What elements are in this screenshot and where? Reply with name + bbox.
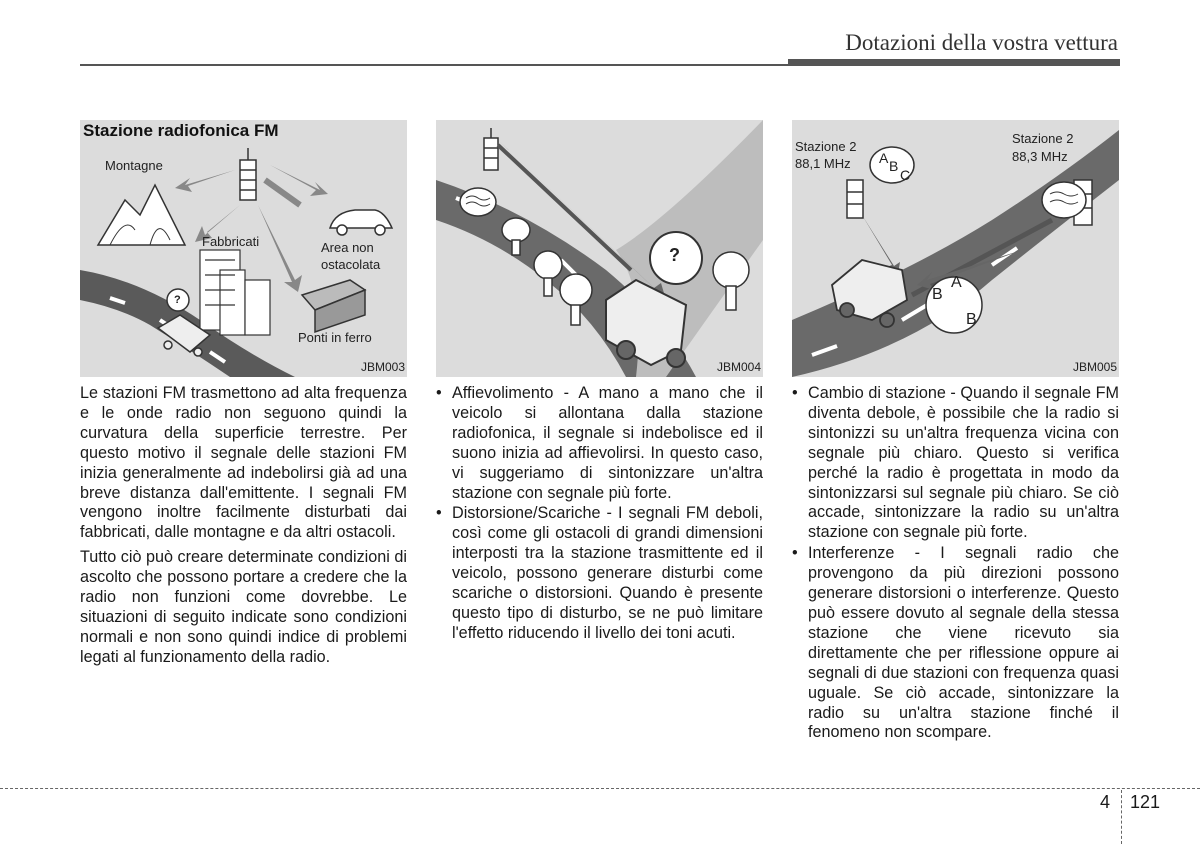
car-icon [330, 210, 392, 235]
label-ponti: Ponti in ferro [298, 330, 372, 345]
radio-tower-left-icon [847, 180, 863, 218]
figure-code: JBM003 [360, 360, 405, 374]
radio-tower-icon [484, 128, 498, 170]
letter-a: A [879, 150, 889, 166]
chapter-number: 4 [1100, 792, 1111, 812]
label-area-line2: ostacolata [321, 257, 381, 272]
label-station-left-line2: 88,1 MHz [795, 156, 851, 171]
header-rule-accent [788, 59, 1120, 66]
label-station-right-line1: Stazione 2 [1012, 131, 1074, 146]
iron-bridge-icon [302, 280, 365, 332]
bullet-list [792, 384, 1119, 743]
label-fabbricati: Fabbricati [202, 234, 260, 249]
figure-title: Stazione radiofonica FM [83, 121, 279, 140]
list-item [792, 384, 1119, 543]
footer-rule [0, 788, 1200, 789]
figure-fading [436, 120, 763, 377]
label-station-left-line1: Stazione 2 [795, 139, 857, 154]
bullet-list [436, 384, 763, 644]
figure-fm-station [80, 120, 407, 377]
radio-tower-icon [240, 148, 256, 200]
letter-b-mixed-2: B [966, 311, 977, 328]
list-item [436, 384, 763, 503]
bullet-icon: • [436, 384, 442, 402]
question-mark: ? [174, 294, 181, 306]
list-item-text: Distorsione/Scariche - I segnali FM deboli, così come gli ostacoli di grandi dimensioni interposti tra la stazione trasmittente ed il veicolo, possono generare disturbi come scariche o distorsioni. Quando è presente questo tipo di disturbo, se ne può limitare l'effetto riducendo il livello dei toni acuti. [452, 504, 763, 642]
list-item-text: Cambio di stazione - Quando il segnale FM diventa debole, è possibile che la radio si sintonizzi su un'altra frequenza vicina con segnale più chiaro. Questo si verifica perché la radio è progettata in modo da sintonizzarsi sul segnale più chiaro. Se ciò accade, sintonizzare la radio su un'altra stazione con segnale più forte. [808, 384, 1119, 542]
header-rule [80, 64, 790, 66]
page-header-title: Dotazioni della vostra vettura [845, 30, 1118, 55]
question-mark: ? [669, 245, 680, 265]
bullet-icon: • [792, 384, 798, 402]
label-area-line1: Area non [321, 240, 374, 255]
list-item-text: Interferenze - I segnali radio che provengono da più direzioni possono generare distorsioni o interferenze. Questo può essere dovuto al segnale della stessa stazione che viene ricevuto sia direttamente che per riflessione oppure ai segnali di due stazioni con frequenza quasi uguale. Se ciò accade, sintonizzare la radio su un'altra stazione finché il fenomeno non scompare. [808, 544, 1119, 742]
letter-a-mixed: A [951, 274, 962, 291]
list-item [436, 504, 763, 643]
list-item-text: Affievolimento - A mano a mano che il veicolo si allontana dalla stazione radiofonica, il segnale si indebolisce ed il suono inizia ad affievolirsi. In questo caso, vi suggeriamo di sintonizzare un'altra stazione con segnale più forte. [452, 384, 763, 502]
label-station-right-line2: 88,3 MHz [1012, 149, 1068, 164]
bullet-icon: • [436, 504, 442, 523]
list-item [792, 544, 1119, 743]
letter-b: B [889, 158, 899, 174]
text-column-3 [792, 384, 1119, 744]
figure-interference [792, 120, 1119, 377]
footer-divider [1121, 790, 1122, 844]
letter-c: C [900, 167, 911, 183]
text-column-1 [80, 384, 407, 673]
page-number: 121 [1130, 792, 1161, 812]
text-column-2 [436, 384, 763, 645]
fading-illustration [436, 120, 763, 377]
figure-code: JBM005 [1072, 360, 1117, 374]
letter-b-mixed: B [932, 286, 943, 303]
figure-code: JBM004 [716, 360, 761, 374]
paragraph: Le stazioni FM trasmettono ad alta frequenza e le onde radio non seguono quindi la curvatura della superficie terrestre. Per questo motivo il segnale delle stazioni FM inizia generalmente ad indebolirsi già ad una breve distanza dall'emittente. I segnali FM vengono inoltre facilmente disturbati dai fabbricati, dalle montagne e da altri ostacoli. [80, 384, 407, 542]
buildings-icon [200, 250, 270, 335]
label-montagne: Montagne [105, 158, 163, 173]
paragraph: Tutto ciò può creare determinate condizioni di ascolto che possono portare a credere che la radio non funzioni come dovrebbe. Le situazioni di seguito indicate sono condizioni normali e non sono quindi indice di problemi legati al funzionamento della radio. [80, 548, 407, 666]
bullet-icon: • [792, 544, 798, 563]
